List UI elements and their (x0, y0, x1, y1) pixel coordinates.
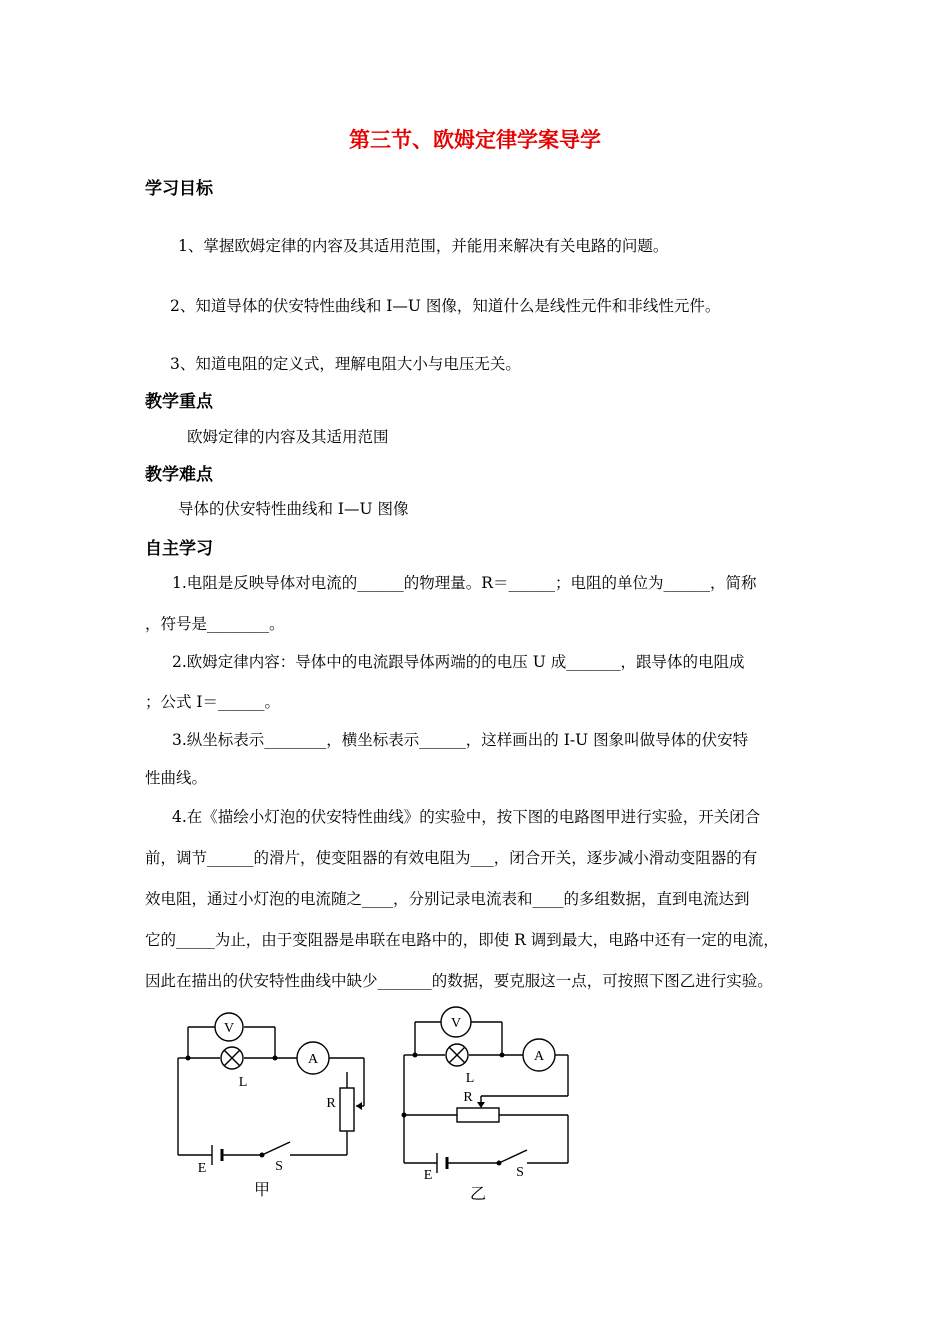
self-study-line: 1.电阻是反映导体对电流的______的物理量。R＝______；电阻的单位为______，简称 (172, 574, 757, 592)
goal-item-3: 3、知道电阻的定义式，理解电阻大小与电压无关。 (170, 355, 521, 373)
ammeter-label: A (533, 1049, 545, 1064)
circuit-diagram-b (390, 1000, 590, 1210)
voltmeter-label: V (223, 1021, 235, 1036)
goal-item-2: 2、知道导体的伏安特性曲线和 I—U 图像，知道什么是线性元件和非线性元件。 (170, 297, 721, 315)
junction-dot (273, 1056, 278, 1061)
heading-key-points: 教学重点 (145, 392, 213, 412)
self-study-line: 4.在《描绘小灯泡的伏安特性曲线》的实验中，按下图的电路图甲进行实验，开关闭合 (172, 808, 761, 826)
junction-dot (500, 1053, 505, 1058)
figure-caption-b: 乙 (469, 1186, 487, 1203)
self-study-line: 因此在描出的伏安特性曲线中缺少_______的数据，要克服这一点，可按照下图乙进行实验。 (145, 972, 773, 990)
junction-dot (186, 1056, 191, 1061)
lamp-label: L (238, 1075, 248, 1090)
self-study-line: 2.欧姆定律内容：导体中的电流跟导体两端的的电压 U 成_______，跟导体的电阻成 (172, 653, 745, 671)
self-study-line: 性曲线。 (145, 769, 208, 787)
rheostat-label: R (463, 1090, 473, 1105)
switch-label: S (516, 1165, 524, 1180)
circuit-diagram-a (160, 1005, 390, 1205)
heading-goals: 学习目标 (145, 179, 213, 199)
heading-self-study: 自主学习 (145, 539, 213, 559)
self-study-line: 它的_____为止，由于变阻器是串联在电路中的，即使 R 调到最大，电路中还有一定的电流， (145, 931, 779, 949)
junction-dot (413, 1053, 418, 1058)
junction-dot (402, 1113, 407, 1118)
lamp-label: L (465, 1071, 475, 1086)
ammeter-label: A (307, 1052, 319, 1067)
self-study-line: 效电阻，通过小灯泡的电流随之____，分别记录电流表和____的多组数据，直到电流达到 (145, 890, 750, 908)
battery-label: E (423, 1168, 433, 1183)
rheostat-label: R (326, 1096, 336, 1111)
self-study-line: 前，调节______的滑片，使变阻器的有效电阻为___，闭合开关，逐步减小滑动变阻器的有 (145, 849, 758, 867)
self-study-line: ，符号是________。 (145, 615, 285, 633)
goal-item-1: 1、掌握欧姆定律的内容及其适用范围，并能用来解决有关电路的问题。 (178, 237, 669, 255)
key-points-text: 欧姆定律的内容及其适用范围 (187, 428, 389, 446)
rheostat-slider-arrow (477, 1102, 485, 1108)
switch-pivot (260, 1153, 265, 1158)
self-study-line: 3.纵坐标表示________，横坐标表示______，这样画出的 I-U 图象叫做导体的伏安特 (172, 731, 749, 749)
rheostat-symbol (457, 1108, 499, 1122)
rheostat-symbol (340, 1088, 354, 1131)
heading-difficulties: 教学难点 (145, 465, 213, 485)
figure-caption-a: 甲 (253, 1182, 271, 1199)
self-study-line: ；公式 I＝______。 (145, 693, 281, 711)
switch-pivot (497, 1161, 502, 1166)
difficulties-text: 导体的伏安特性曲线和 I—U 图像 (178, 500, 409, 518)
document-title: 第三节、欧姆定律学案导学 (349, 128, 601, 152)
rheostat-slider-arrow (356, 1102, 362, 1110)
switch-label: S (275, 1159, 283, 1174)
battery-label: E (197, 1161, 207, 1176)
voltmeter-label: V (450, 1016, 462, 1031)
